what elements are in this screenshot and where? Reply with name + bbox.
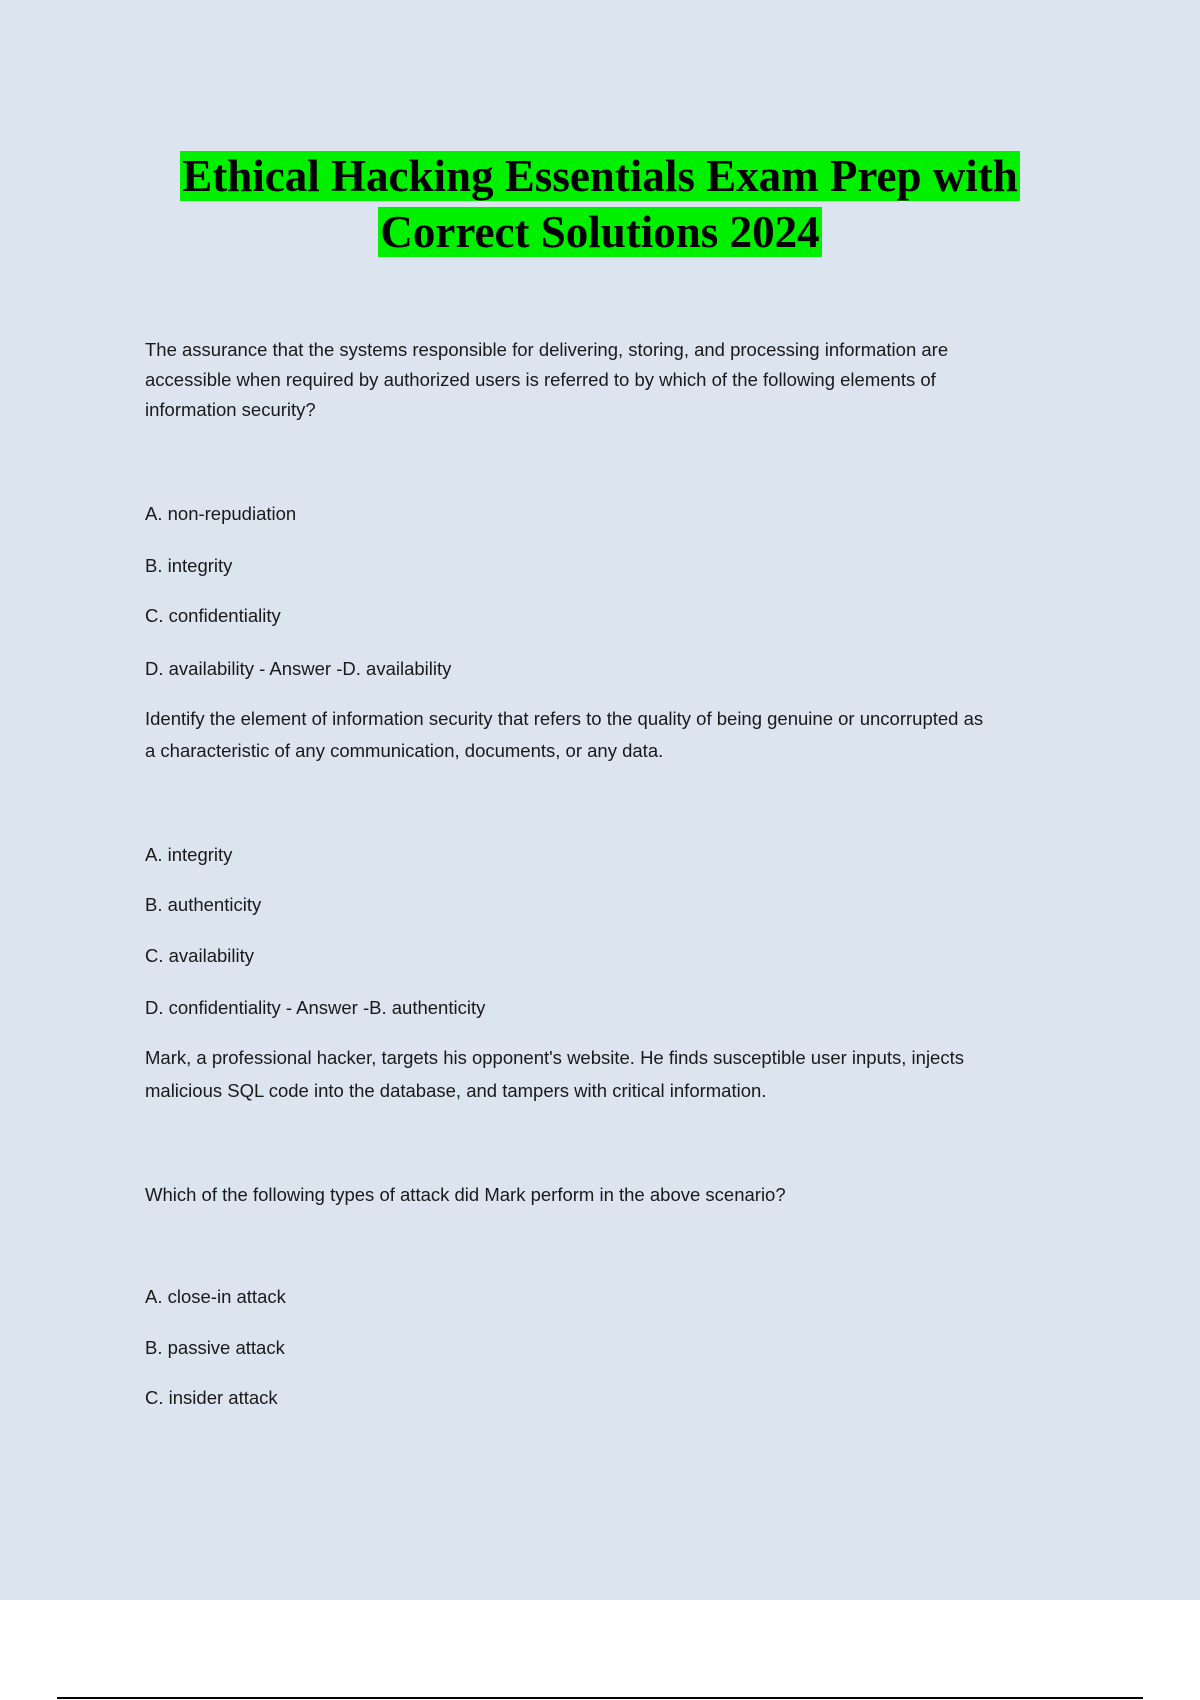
- question-2-option-d-answer: D. confidentiality - Answer -B. authenticity: [145, 997, 486, 1018]
- question-2-text-line-1: Identify the element of information security that refers to the quality of being genuine or uncorrupted as: [145, 708, 984, 729]
- question-1-text-line-1: The assurance that the systems responsible for delivering, storing, and processing information are: [145, 339, 949, 360]
- question-1-option-b: B. integrity: [145, 555, 233, 576]
- question-3-text-line-2: malicious SQL code into the database, and tampers with critical information.: [145, 1080, 767, 1101]
- title-line-2: Correct Solutions 2024: [380, 207, 820, 257]
- question-1-option-d-answer: D. availability - Answer -D. availability: [145, 658, 452, 679]
- footer-divider: [57, 1697, 1143, 1699]
- question-3-option-b: B. passive attack: [145, 1337, 285, 1358]
- question-2-text-line-2: a characteristic of any communication, documents, or any data.: [145, 740, 664, 761]
- question-3-option-c: C. insider attack: [145, 1387, 278, 1408]
- question-1-text-line-3: information security?: [145, 399, 316, 420]
- document-title: [0, 148, 1200, 260]
- question-1-text-line-2: accessible when required by authorized users is referred to by which of the following elements of: [145, 369, 936, 390]
- question-1-option-a: A. non-repudiation: [145, 503, 297, 524]
- question-1-option-c: C. confidentiality: [145, 605, 281, 626]
- question-2-option-c: C. availability: [145, 945, 254, 966]
- question-3-prompt: Which of the following types of attack did Mark perform in the above scenario?: [145, 1184, 786, 1205]
- question-3-option-a: A. close-in attack: [145, 1286, 286, 1307]
- question-2-option-a: A. integrity: [145, 844, 233, 865]
- title-line-1: Ethical Hacking Essentials Exam Prep with: [182, 151, 1018, 201]
- question-2-option-b: B. authenticity: [145, 894, 262, 915]
- question-3-text-line-1: Mark, a professional hacker, targets his opponent's website. He finds susceptible user inputs, injects: [145, 1047, 964, 1068]
